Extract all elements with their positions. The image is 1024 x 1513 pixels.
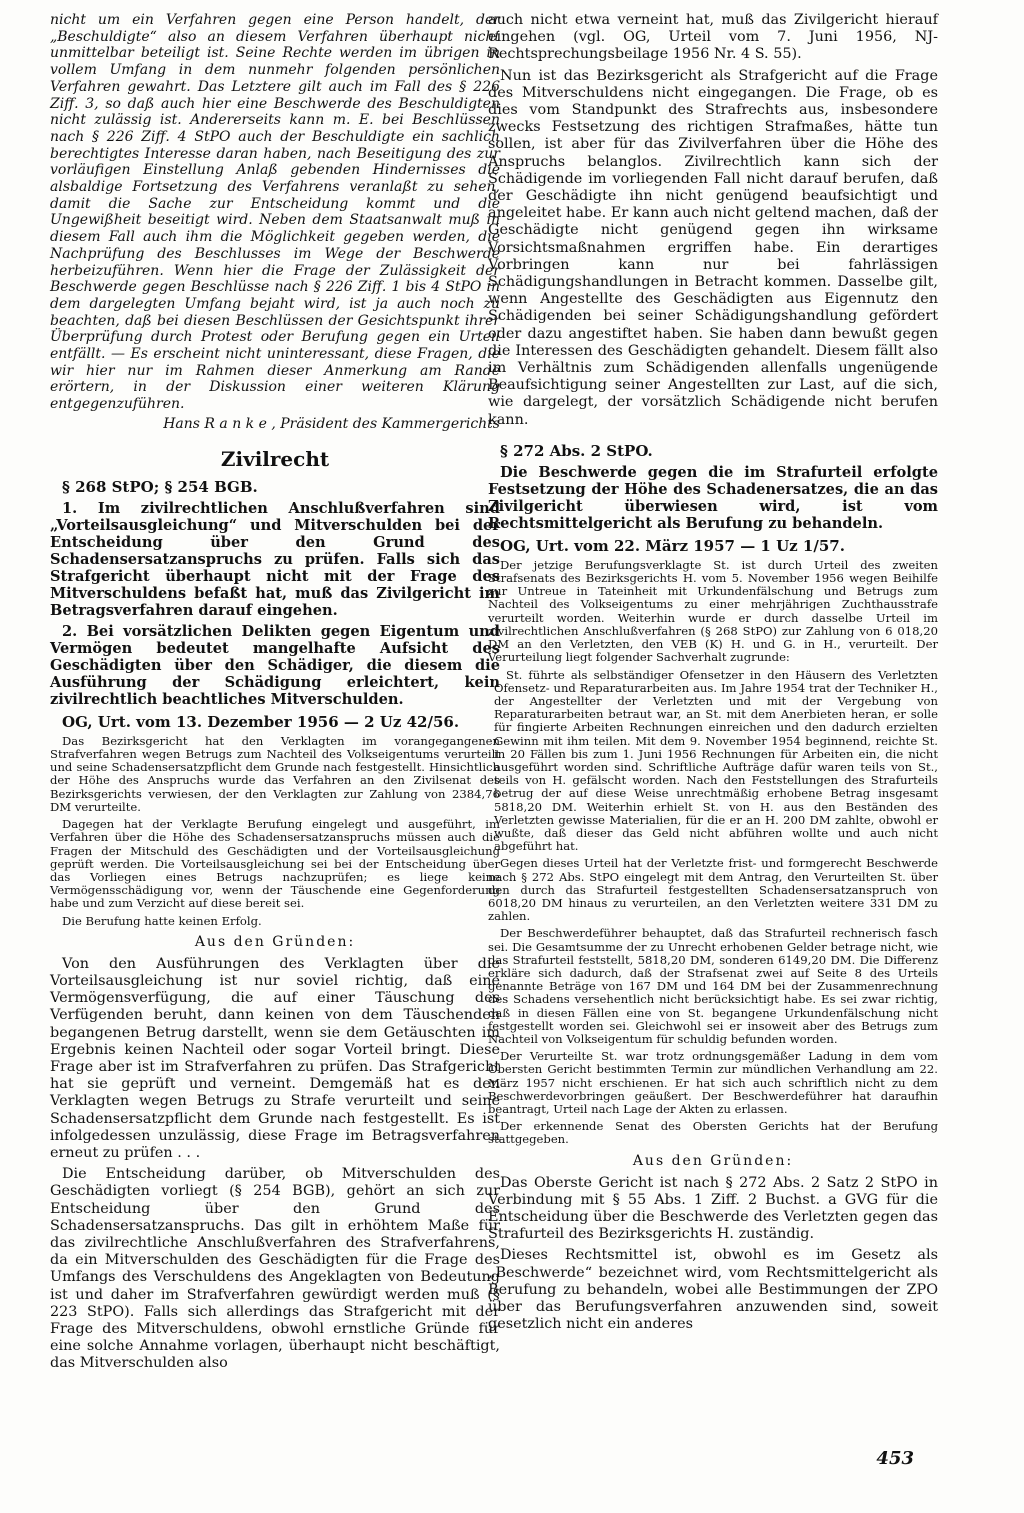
case2-headnote: Die Beschwerde gegen die im Strafurteil erfolgte Festsetzung der Höhe des Schadenersatzes, die an das Zivilgericht überwiesen wird, ist vom Rechtsmittelgericht als Berufung zu behandeln. [488,463,938,532]
case2-statute-header: § 272 Abs. 2 StPO. [500,441,653,460]
case2-facts-3: Gegen dieses Urteil hat der Verletzte frist- und formgerecht Beschwerde nach § 272 Abs. StPO eingelegt mit dem Antrag, den Verurteilten St. über den durch das Strafurteil festgestellten Schadensersatzanspruch von 6018,20 DM hinaus zu verurteilen, an den Verletzten weitere 331 DM zu zahlen. [488,856,938,924]
annotation-continuation: nicht um ein Verfahren gegen eine Person handelt, der „Beschuldigte“ also an diesem Verfahren überhaupt nicht unmittelbar beteiligt ist. Seine Rechte werden im übrigen in vollem Umfang in dem nunmehr folgenden persönlichen Verfahren gewahrt. Das Letztere gilt auch im Fall des § 226 Ziff. 3, so daß auch hier eine Beschwerde des Beschuldigten nicht zulässig ist. Andererseits kann m. E. bei Beschlüssen nach § 226 Ziff. 4 StPO auch der Beschuldigte ein sachlich berechtigtes Interesse daran haben, nach Beseitigung des zur vorläufigen Einstellung Anlaß gebenden Hindernisses die alsbaldige Fortsetzung des Verfahrens veranlaßt zu sehen, damit die Sache zur Entscheidung kommt und die Ungewißheit beseitigt wird. Neben dem Staatsanwalt muß in diesem Fall auch ihm die Möglichkeit gegeben werden, die Nachprüfung des Beschlusses im Wege der Beschwerde herbeizuführen. Wenn hier die Frage der Zulässigkeit der Beschwerde gegen Beschlüsse nach § 226 Ziff. 1 bis 4 StPO in dem dargelegten Umfang bejaht wird, ist ja auch noch zu beachten, daß bei diesen Beschlüssen der Gesichtspunkt ihrer Überprüfung durch Protest oder Berufung gegen ein Urteil entfällt. — Es erscheint nicht uninteressant, diese Fragen, die wir hier nur im Rahmen dieser Anmerkung am Rande erörtern, in der Diskussion einer weiteren Klärung entgegenzuführen. [50,12,500,413]
case2-citation: OG, Urt. vom 22. März 1957 — 1 Uz 1/57. [500,536,845,555]
case1-facts-1: Das Bezirksgericht hat den Verklagten im vorangegangenen Strafverfahren wegen Betrugs zum Nachteil des Volkseigentums verurteilt und seine Schadensersatzpflicht dem Grunde nach festgestellt. Hinsichtlich der Höhe des Anspruchs wurde das Verfahren an den Zivilsenat des Bezirksgerichts verwiesen, der den Verklagten zur Zahlung von 2384,76 DM verurteilte. [50,733,500,814]
case1-citation: OG, Urt. vom 13. Dezember 1956 — 2 Uz 42/56. [62,712,460,731]
case2-reasons-1: Das Oberste Gericht ist nach § 272 Abs. 2 Satz 2 StPO in Verbindung mit § 55 Abs. 1 Ziff. 2 Buchst. a GVG für die Entscheidung über die Beschwerde des Verletzten gegen das Strafurteil des Bezirksgerichts H. zuständig. [488,1174,938,1243]
case2-facts-1: Der jetzige Berufungsverklagte St. ist durch Urteil des zweiten Strafsenats des Bezirksgerichts H. vom 5. November 1956 wegen Beihilfe zur Untreue in Tateinheit mit Urkundenfälschung und Betrugs zum Nachteil des Volkseigentums zu einer mehrjährigen Zuchthausstrafe verurteilt worden. Weiterhin wurde er durch dasselbe Urteil im zivilrechtlichen Anschlußverfahren (§ 268 StPO) zur Zahlung von 6 018,20 DM an den Verletzten, den VEB (K) H. und G. in H., verurteilt. Der Verurteilung liegt folgender Sachverhalt zugrunde: [488,557,938,665]
case2-facts-5: Der Verurteilte St. war trotz ordnungsgemäßer Ladung in dem vom Obersten Gericht bestimmten Termin zur mündlichen Verhandlung am 22. März 1957 nicht erschienen. Er hat sich auch schriftlich nicht zu dem Beschwerdevorbringen geäußert. Der Beschwerdeführer hat daraufhin beantragt, Urteil nach Lage der Akten zu erlassen. [488,1049,938,1116]
case1-statute-header: § 268 StPO; § 254 BGB. [62,477,258,496]
case2-facts-2: St. führte als selbständiger Ofensetzer in den Häusern des Verletzten Ofensetz- und Reparaturarbeiten aus. Im Jahre 1954 trat der Techniker H., der Angestellter der Verletzten und mit der Vergebung von Reparaturarbeiten betraut war, an St. mit dem Anerbieten heran, er solle für fingierte Arbeiten Rechnungen einreichen und den dadurch erzielten Gewinn mit ihm teilen. Mit dem 9. November 1954 beginnend, reichte St. in 20 Fällen bis zum 1. Juni 1956 Rechnungen für Arbeiten ein, die nicht ausgeführt worden sind. Schriftliche Aufträge dafür waren teils von St., teils von H. gefälscht worden. Nach den Feststellungen des Strafurteils betrug der auf diese Weise unrechtmäßig erhobene Betrag insgesamt 5818,20 DM. Weiterhin erhielt St. von H. aus den Beständen des Verletzten gewisse Materialien, für die er an H. 200 DM zahlte, obwohl er wußte, daß dieser das Geld nicht abführen wollte und auch nicht abgeführt hat. [494,667,938,854]
case1-facts-2: Dagegen hat der Verklagte Berufung eingelegt und ausgeführt, im Verfahren über die Höhe des Schadensersatzanspruchs müssen auch die Fragen der Mitschuld des Geschädigten und der Vorteilsausgleichung geprüft werden. Die Vorteilsausgleichung sei bei der Entscheidung über das Vorliegen eines Betrugs nachzuprüfen; es liege keine Vermögensschädigung vor, wenn der Täuschende eine Gegenforderung habe und zum Verzicht auf diese bereit sei. [50,817,500,911]
case1-headnote-1: 1. Im zivilrechtlichen Anschlußverfahren sind „Vorteilsausgleichung“ und Mitverschulden bei der Entscheidung über den Grund des Schadensersatzanspruchs zu prüfen. Falls sich das Strafgericht überhaupt nicht mit der Frage des Mitverschuldens befaßt hat, muß das Zivilgericht im Betragsverfahren darauf eingehen. [50,499,500,619]
section-title: Zivilrecht [220,446,330,471]
right-column [488,12,938,1333]
case1-reasons-1: Von den Ausführungen des Verklagten über die Vorteilsausgleichung ist nur soviel richtig, daß eine Vermögensverfügung, die auf einer Täuschung des Verfügenden beruht, dann keinen von dem Täuschenden begangenen Betrug darstellt, wenn sie dem Getäuschten im Ergebnis keinen Nachteil oder sogar Vorteil bringt. Diese Frage aber ist im Strafverfahren zu prüfen. Das Strafgericht hat sie geprüft und verneint. Demgemäß hat es den Verklagten wegen Betrugs zu Strafe verurteilt und seine Schadensersatzpflicht dem Grunde nach festgestellt. Es ist infolgedessen unzulässig, diese Frage im Betragsverfahren erneut zu prüfen . . . [50,955,500,1161]
case1-reasons-2: Die Entscheidung darüber, ob Mitverschulden des Geschädigten vorliegt (§ 254 BGB), gehört an sich zur Entscheidung über den Grund des Schadensersatzanspruchs. Das gilt in erhöhtem Maße für das zivilrechtliche Anschlußverfahren des Strafverfahrens, da ein Mitverschulden des Geschädigten für die Frage des Umfangs des Verschuldens des Angeklagten von Bedeutung ist und daher im Strafverfahren gewürdigt werden muß (§ 223 StPO). Falls sich allerdings das Strafgericht mit der Frage des Mitverschuldens, obwohl ernstliche Gründe für eine solche Annahme vorlagen, überhaupt nicht beschäftigt, das Mitverschulden also [50,1166,500,1372]
case2-facts-6: Der erkennende Senat des Obersten Gerichts hat der Berufung stattgegeben. [488,1119,938,1147]
left-column [50,12,500,1373]
case2-reasons-2: Dieses Rechtsmittel ist, obwohl es im Gesetz als „Beschwerde“ bezeichnet wird, vom Rechtsmittelgericht als Berufung zu behandeln, wobei alle Bestimmungen der ZPO über das Berufungsverfahren anzuwenden sind, soweit gesetzlich nicht ein anderes [488,1247,938,1333]
case1-facts-3: Die Berufung hatte keinen Erfolg. [62,913,262,928]
page-number: 453 [876,1448,914,1469]
author-signature: Hans R a n k e , Präsident des Kammergerichts [163,415,500,432]
case2-reasons-title: Aus den Gründen: [632,1152,794,1169]
case1-reasons-title: Aus den Gründen: [194,933,356,950]
case1-continuation-1: auch nicht etwa verneint hat, muß das Zivilgericht hierauf eingehen (vgl. OG, Urteil vom 7. Juni 1956, NJ-Rechtsprechungsbeilage 1956 Nr. 4 S. 55). [488,12,938,63]
case1-headnote-2: 2. Bei vorsätzlichen Delikten gegen Eigentum und Vermögen bedeutet mangelhafte Aufsicht des Geschädigten über den Schädiger, die diesem die Ausführung der Schädigung erleichtert, kein zivilrechtlich beachtliches Mitverschulden. [50,622,500,708]
case1-continuation-2: Nun ist das Bezirksgericht als Strafgericht auf die Frage des Mitverschuldens nicht eingegangen. Die Frage, ob es dies vom Standpunkt des Strafrechts aus, insbesondere zwecks Festsetzung des richtigen Strafmaßes, hätte tun sollen, ist aber für das Zivilverfahren über die Höhe des Anspruchs belanglos. Zivilrechtlich kann sich der Schädigende im vorliegenden Fall nicht darauf berufen, daß der Geschädigte ihn nicht genügend beaufsichtigt und angeleitet habe. Er kann auch nicht geltend machen, daß der Geschädigte nicht genügend gegen ihn wirksame Vorsichtsmaßnahmen ergriffen habe. Ein derartiges Vorbringen kann nur bei fahrlässigen Schädigungshandlungen in Betracht kommen. Dasselbe gilt, wenn Angestellte des Geschädigten aus Eigennutz den Schädigenden bei seiner Schädigungshandlung gefördert oder dazu angestiftet haben. Sie haben dann bewußt gegen die Interessen des Geschädigten gehandelt. Diesem fällt also im Verhältnis zum Schädigenden allenfalls ungenügende Beaufsichtigung seiner Angestellten zur Last, auf die sich, wie dargelegt, der vorsätzlich Schädigende nicht berufen kann. [488,67,938,428]
case2-facts-4: Der Beschwerdeführer behauptet, daß das Strafurteil rechnerisch fasch sei. Die Gesamtsumme der zu Unrecht erhobenen Gelder betrage nicht, wie das Strafurteil feststellt, 5818,20 DM, sonderen 6149,20 DM. Die Differenz erkläre sich dadurch, daß der Strafsenat zwei auf Seite 8 des Urteils genannte Beträge von 167 DM und 164 DM bei der Zusammenrechnung des Schadens versehentlich nicht berücksichtigt habe. Es sei zwar richtig, daß in diesen Fällen eine von St. begangene Urkundenfälschung nicht festgestellt worden sei. Gleichwohl sei er insoweit aber des Betrugs zum Nachteil von Volkseigentum für schuldig befunden worden. [488,926,938,1046]
